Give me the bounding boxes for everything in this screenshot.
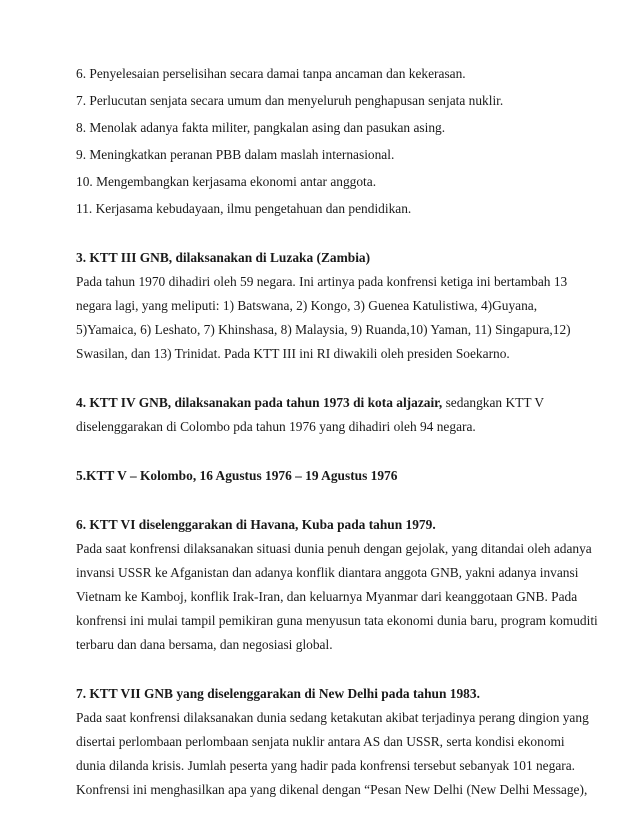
section-heading: 6. KTT VI diselenggarakan di Havana, Kuba pada tahun 1979. bbox=[76, 517, 436, 532]
section-heading: 3. KTT III GNB, dilaksanakan di Luzaka (Zambia) bbox=[76, 250, 371, 265]
section-ktt-4 bbox=[76, 391, 578, 439]
paragraph-line: dunia dilanda krisis. Jumlah peserta yang hadir pada konfrensi tersebut sebanyak 101 negara. bbox=[76, 758, 576, 773]
paragraph-line: 5)Yamaica, 6) Leshato, 7) Khinshasa, 8) Malaysia, 9) Ruanda,10) Yaman, 11) Singapura,12) bbox=[76, 322, 571, 337]
heading-rest-text: sedangkan KTT V bbox=[442, 395, 545, 410]
paragraph-line: diselenggarakan di Colombo pda tahun 1976 yang dihadiri oleh 94 negara. bbox=[76, 419, 476, 434]
list-item: 11. Kerjasama kebudayaan, ilmu pengetahuan dan pendidikan. bbox=[76, 201, 412, 216]
paragraph-line: Pada saat konfrensi dilaksanakan situasi dunia penuh dengan gejolak, yang ditandai oleh adanya bbox=[76, 541, 592, 556]
section-ktt-5 bbox=[76, 464, 578, 488]
paragraph-line: Konfrensi ini menghasilkan apa yang dikenal dengan “Pesan New Delhi (New Delhi Message), bbox=[76, 782, 588, 797]
paragraph-line: Swasilan, dan 13) Trinidat. Pada KTT III ini RI diwakili oleh presiden Soekarno. bbox=[76, 346, 510, 361]
paragraph-line: Vietnam ke Kamboj, konflik Irak-Iran, dan keluarnya Myanmar dari keanggotaan GNB. Pada bbox=[76, 589, 578, 604]
principles-list bbox=[76, 62, 578, 221]
paragraph-line: disertai perlombaan perlombaan senjata nuklir antara AS dan USSR, serta kondisi ekonomi bbox=[76, 734, 565, 749]
list-item: 8. Menolak adanya fakta militer, pangkalan asing dan pasukan asing. bbox=[76, 120, 446, 135]
paragraph-line: Pada tahun 1970 dihadiri oleh 59 negara. Ini artinya pada konfrensi ketiga ini bertambah 13 bbox=[76, 274, 568, 289]
paragraph-line: negara lagi, yang meliputi: 1) Batswana, 2) Kongo, 3) Guenea Katulistiwa, 4)Guyana, bbox=[76, 298, 538, 313]
section-heading: 7. KTT VII GNB yang diselenggarakan di New Delhi pada tahun 1983. bbox=[76, 686, 480, 701]
section-ktt-7 bbox=[76, 682, 589, 802]
section-ktt-6 bbox=[76, 513, 598, 657]
section-heading bbox=[76, 391, 578, 415]
paragraph-line: invansi USSR ke Afganistan dan adanya konflik diantara anggota GNB, yakni adanya invansi bbox=[76, 565, 579, 580]
list-item: 9. Meningkatkan peranan PBB dalam maslah internasional. bbox=[76, 147, 395, 162]
paragraph-line: konfrensi ini mulai tampil pemikiran guna menyusun tata ekonomi dunia baru, program komuditi bbox=[76, 613, 598, 628]
list-item: 10. Mengembangkan kerjasama ekonomi antar anggota. bbox=[76, 174, 377, 189]
section-ktt-3 bbox=[76, 246, 578, 366]
paragraph-line: Pada saat konfrensi dilaksanakan dunia sedang ketakutan akibat terjadinya perang dingion yang bbox=[76, 710, 589, 725]
heading-bold-text: 4. KTT IV GNB, dilaksanakan pada tahun 1973 di kota aljazair, bbox=[76, 395, 443, 410]
list-item: 6. Penyelesaian perselisihan secara damai tanpa ancaman dan kekerasan. bbox=[76, 66, 466, 81]
section-heading: 5.KTT V – Kolombo, 16 Agustus 1976 – 19 Agustus 1976 bbox=[76, 468, 398, 483]
list-item: 7. Perlucutan senjata secara umum dan menyeluruh penghapusan senjata nuklir. bbox=[76, 93, 504, 108]
paragraph-line: terbaru dan dana bersama, dan negosiasi global. bbox=[76, 637, 333, 652]
